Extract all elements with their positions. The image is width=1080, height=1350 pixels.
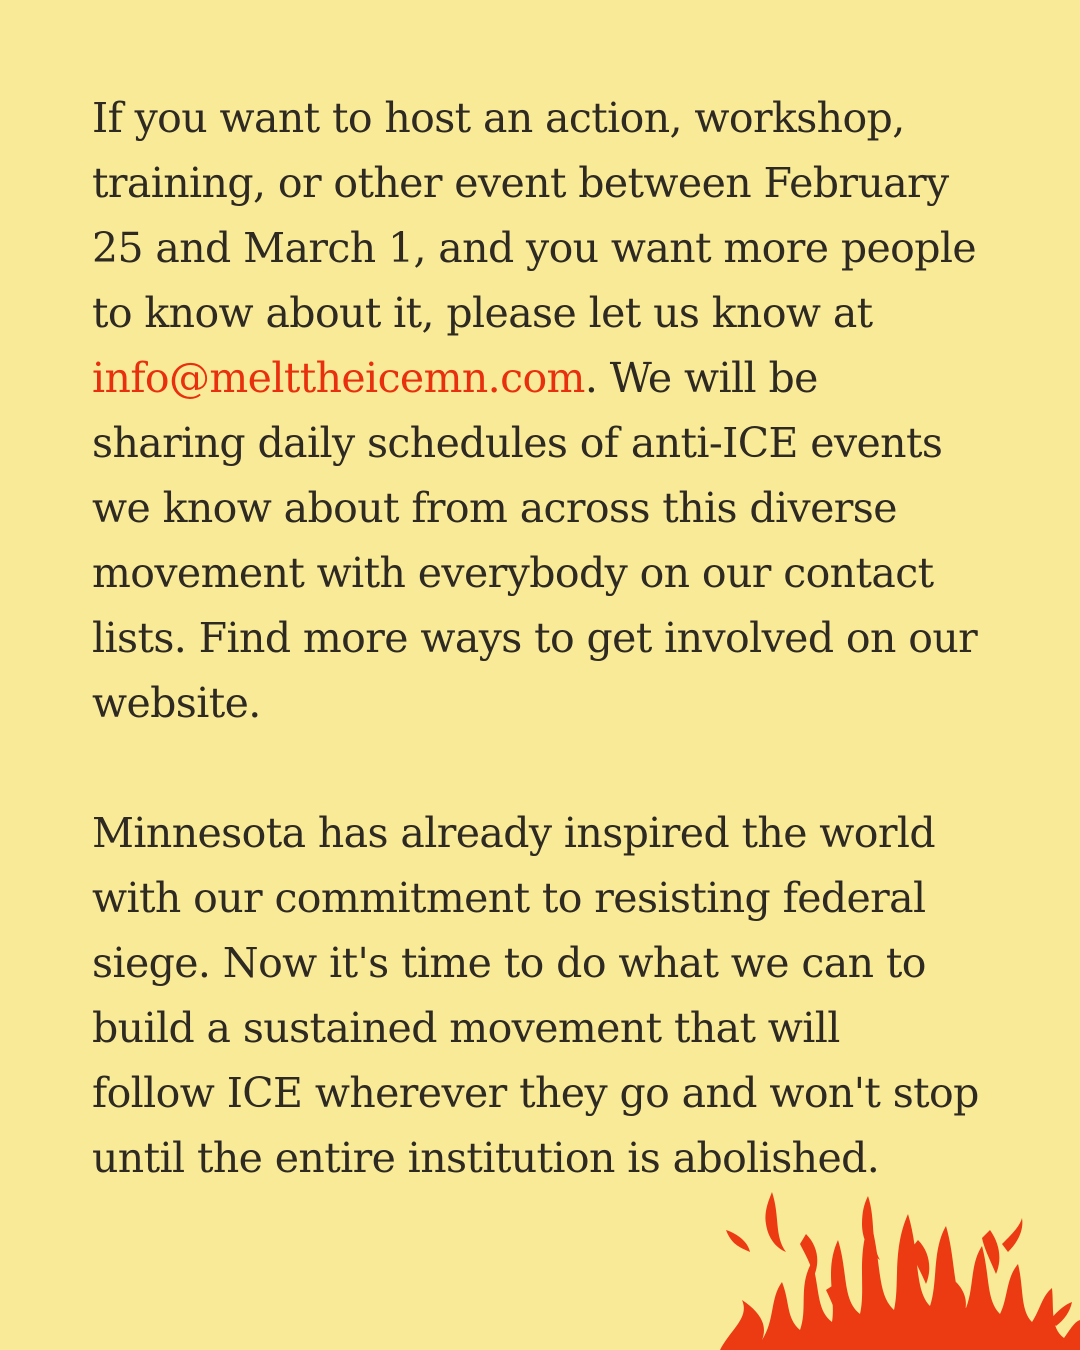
text-line: If you want to host an action, workshop, xyxy=(92,94,905,142)
text-line: until the entire institution is abolished. xyxy=(92,1134,880,1182)
text-line: Minnesota has already inspired the world xyxy=(92,809,936,857)
text-line: we know about from across this diverse xyxy=(92,484,897,532)
text-line-email xyxy=(92,346,1012,411)
text-line: siege. Now it's time to do what we can to xyxy=(92,939,926,987)
text-line: build a sustained movement that will xyxy=(92,1004,840,1052)
text-line: sharing daily schedules of anti-ICE events xyxy=(92,419,943,467)
text-line: with our commitment to resisting federal xyxy=(92,874,926,922)
email-link[interactable]: info@melttheicemn.com xyxy=(92,354,585,402)
paragraph-events-info xyxy=(92,86,1012,736)
text-line: to know about it, please let us know at xyxy=(92,289,873,337)
text-line: 25 and March 1, and you want more people xyxy=(92,224,977,272)
flames-icon xyxy=(720,1190,1080,1350)
text-line: training, or other event between February xyxy=(92,159,949,207)
text-line: lists. Find more ways to get involved on our xyxy=(92,614,978,662)
paragraph-movement xyxy=(92,801,1012,1191)
text-line: follow ICE wherever they go and won't stop xyxy=(92,1069,979,1117)
text-line: website. xyxy=(92,679,261,727)
text-fragment: . We will be xyxy=(584,354,818,402)
text-line: movement with everybody on our contact xyxy=(92,549,934,597)
